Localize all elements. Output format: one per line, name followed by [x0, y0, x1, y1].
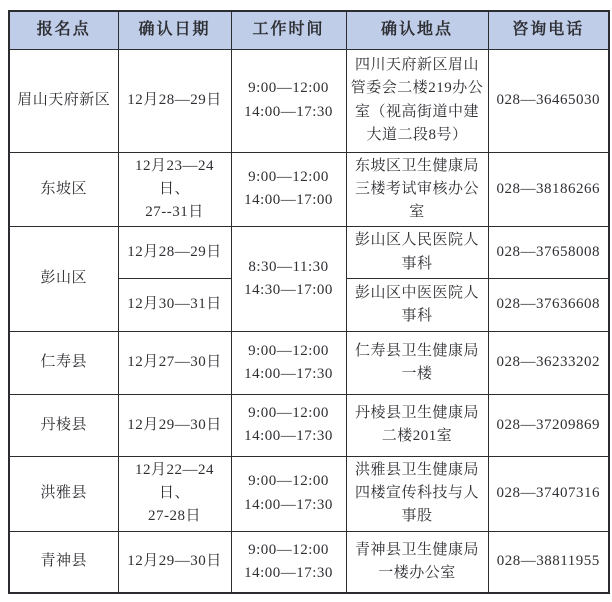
table-row: [9, 152, 609, 227]
time-cell: [231, 456, 346, 531]
date-line: 12月22—24日、: [134, 461, 214, 501]
registration-confirmation-table-wrap: [8, 10, 610, 594]
time-line: 14:30—17:00: [244, 282, 333, 298]
header-date: 确认日期: [118, 11, 231, 49]
header-time: 工作时间: [231, 11, 346, 49]
date-cell: 12月28—29日: [118, 49, 231, 152]
location-cell: 青神县卫生健康局一楼办公室: [346, 531, 488, 593]
phone-cell: 028—38186266: [488, 152, 609, 227]
phone-cell: 028—38811955: [488, 531, 609, 593]
time-cell: [231, 227, 346, 332]
header-phone: 咨询电话: [488, 11, 609, 49]
date-cell: 12月29—30日: [118, 394, 231, 456]
time-cell: [231, 531, 346, 593]
time-line: 14:00—17:30: [244, 428, 333, 445]
location-cell: 仁寿县卫生健康局一楼: [346, 331, 488, 394]
date-cell: 12月30—31日: [118, 278, 231, 331]
table-row: [9, 531, 609, 593]
time-line: 14:00—17:30: [244, 103, 333, 120]
time-line: 9:00—12:00: [248, 405, 329, 421]
date-cell: 12月29—30日: [118, 531, 231, 593]
header-site: 报名点: [9, 11, 118, 49]
time-line: 9:00—12:00: [248, 473, 329, 490]
time-line: 9:00—12:00: [248, 169, 329, 186]
time-line: 14:00—17:30: [244, 564, 333, 581]
site-cell: 丹棱县: [9, 394, 118, 456]
location-cell: 洪雅县卫生健康局四楼宣传科技与人事股: [346, 456, 488, 531]
site-cell: 青神县: [9, 531, 118, 593]
date-line: 27--31日: [145, 204, 204, 220]
table-row: [9, 394, 609, 456]
phone-cell: 028—36465030: [488, 49, 609, 152]
date-cell: [118, 152, 231, 227]
date-line: 27-28日: [148, 508, 201, 525]
phone-cell: 028—37636608: [488, 278, 609, 331]
table-header-row: [9, 11, 609, 49]
time-line: 9:00—12:00: [248, 342, 329, 359]
site-cell: 仁寿县: [9, 331, 118, 394]
time-line: 9:00—12:00: [248, 541, 329, 558]
location-cell: 彭山区人民医院人事科: [346, 227, 488, 279]
time-cell: [231, 49, 346, 152]
location-cell: 彭山区中医医院人事科: [346, 278, 488, 331]
time-cell: [231, 331, 346, 394]
date-cell: 12月27—30日: [118, 331, 231, 394]
time-cell: [231, 394, 346, 456]
location-cell: 四川天府新区眉山管委会二楼219办公室（视高街道中建大道二段8号）: [346, 49, 488, 152]
time-line: 14:00—17:30: [244, 496, 333, 513]
phone-cell: 028—37209869: [488, 394, 609, 456]
time-line: 14:00—17:00: [244, 192, 333, 209]
time-line: 8:30—11:30: [248, 258, 329, 275]
site-cell: 眉山天府新区: [9, 49, 118, 152]
site-cell: 彭山区: [9, 227, 118, 332]
location-cell: 丹棱县卫生健康局二楼201室: [346, 394, 488, 456]
table-row: [9, 49, 609, 152]
date-cell: [118, 456, 231, 531]
site-cell: 东坡区: [9, 152, 118, 227]
registration-confirmation-table: [8, 10, 610, 594]
time-line: 9:00—12:00: [248, 80, 329, 97]
header-location: 确认地点: [346, 11, 488, 49]
table-row: [9, 331, 609, 394]
time-line: 14:00—17:30: [244, 365, 333, 382]
date-line: 12月23—24日、: [134, 157, 214, 197]
table-row: [9, 456, 609, 531]
date-cell: 12月28—29日: [118, 227, 231, 279]
time-cell: [231, 152, 346, 227]
phone-cell: 028—37658008: [488, 227, 609, 279]
phone-cell: 028—36233202: [488, 331, 609, 394]
phone-cell: 028—37407316: [488, 456, 609, 531]
location-cell: 东坡区卫生健康局三楼考试审核办公室: [346, 152, 488, 227]
table-row: [9, 227, 609, 279]
site-cell: 洪雅县: [9, 456, 118, 531]
